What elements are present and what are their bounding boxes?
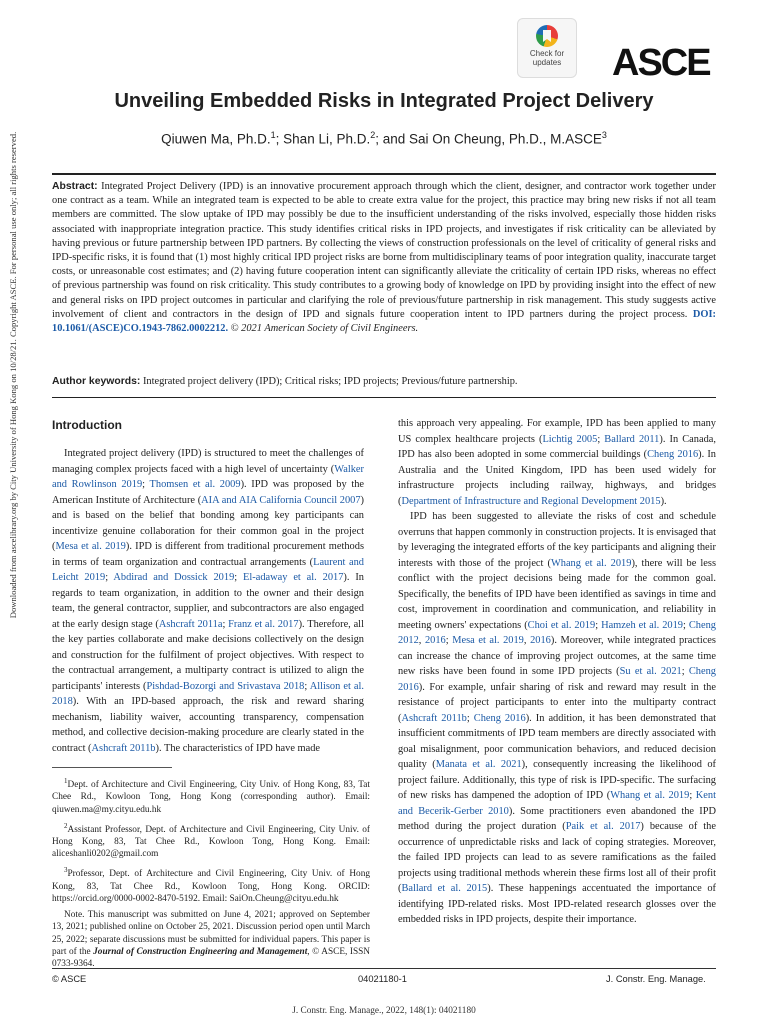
body-text: ). In Australia and the United Kingdom, IPD has been used widely for infrastructure projects including railway, highways, and bridges ( <box>398 449 716 507</box>
author-line <box>0 130 768 147</box>
body-text: IPD has been suggested to alleviate the risks of cost and schedule overruns that happen commonly in construction projects. It is envisaged that by leveraging the integrated efforts of the key participants and aligning their interests with those of the project ( <box>398 511 716 569</box>
left-column <box>52 446 364 756</box>
body-text: ). In Canada, IPD has also been adopted in some commercial buildings ( <box>398 433 716 460</box>
citation-link[interactable]: 2016 <box>424 635 446 646</box>
footer-page-id: 04021180-1 <box>358 974 407 984</box>
author-3: ; and Sai On Cheung, Ph.D., M.ASCE <box>375 131 602 147</box>
body-text: ; <box>445 635 453 646</box>
citation-link[interactable]: Ballard 2011 <box>604 433 660 445</box>
author-3-affil: 3 <box>601 130 607 140</box>
footer-left: © ASCE <box>52 974 87 984</box>
citation-link[interactable]: Ashcraft 2011b <box>91 742 156 754</box>
body-text: ; <box>466 712 474 724</box>
author-1: Qiuwen Ma, Ph.D. <box>161 131 271 147</box>
body-text: ). Therefore, all the key parties collaborate and make decisions collectively on the design and construction for the fulfilment of project objectives. With respect to the contractual arrangement, a multiparty contract is utilized to align the participants' interests ( <box>52 618 364 692</box>
intro-paragraph-1 <box>52 446 364 756</box>
journal-name: Journal of Construction Engineering and Management <box>93 946 308 957</box>
citation-link[interactable]: Ballard et al. 2015 <box>401 883 488 894</box>
body-text: Integrated project delivery (IPD) is structured to meet the challenges of managing complex projects faced with a high level of uncertainty ( <box>52 448 364 475</box>
citation-link[interactable]: El-adaway et al. 2017 <box>243 572 344 583</box>
footnote-1-mark: 1 <box>64 777 68 785</box>
body-text: ). Some practitioners even abandoned the IPD method during the project duration ( <box>398 805 716 832</box>
body-text: ; <box>304 680 310 692</box>
body-text: ; <box>689 790 696 801</box>
body-text: ; <box>105 572 114 583</box>
footnote-1-text: Dept. of Architecture and Civil Engineering, City Univ. of Hong Kong, 83, Tat Chee Rd., Kowloon Tong, Hong Kong (corresponding author). Email: qiuwen.ma@my.cityu.edu.hk <box>52 780 370 815</box>
body-text: ; <box>595 619 602 631</box>
citation-link[interactable]: Whang et al. 2019 <box>550 557 632 569</box>
body-text: ) because of the occurrence of unpredictable risks and lack of coping strategies. Moreover, the failed IPD projects can lead to as severe ramifications as the failed projects using traditional methods wherein these firms lost all of their profit ( <box>398 821 716 894</box>
doi-label: DOI: <box>692 308 716 320</box>
body-text: ). In addition, it has been demonstrated that insufficient commitments of IPD team members are directly associated with goal misalignment, poor communication behaviors, and reduced decision quality ( <box>398 712 716 770</box>
intro-paragraph-2 <box>398 509 716 928</box>
citation-link[interactable]: Lichtig 2005 <box>542 433 598 445</box>
citation-link[interactable]: Cheng 2016 <box>647 449 699 460</box>
check-updates-line2: updates <box>532 58 562 67</box>
citation-link[interactable]: Choi et al. 2019 <box>527 619 596 631</box>
download-notice-text: Downloaded from ascelibrary.org by City University of Hong Kong on 10/28/21. Copyright ASCE. For personal use only; all rights reserved. <box>8 131 18 619</box>
citation-link[interactable]: Cheng 2016 <box>473 712 526 724</box>
citation-link[interactable]: Pishdad-Bozorgi and Srivastava 2018 <box>146 680 305 692</box>
citation-link[interactable]: 2016 <box>530 635 551 646</box>
body-text: ; <box>597 433 605 445</box>
citation-link[interactable]: Su et al. 2021 <box>619 666 682 677</box>
abstract-text: Integrated Project Delivery (IPD) is an innovative procurement approach through which the client, designer, and contractor work together under one contract as a team. While an integrated team is expected to be able to create extra value for the project, this practice may bring new risks if not all team members are committed. The slow uptake of IPD may possibly be due to the insufficient understanding of the risks involved, especially those hidden risks associated with inappropriate integration practice. This study identifies critical risks in IPD projects, and investigates if risk criticality can be alleviated by having previous or future partnership between IPD partners. By collecting the views of construction professionals on the level of criticality of general risks and IPD-specific risks, it is found that (1) most highly critical IPD project risks are borne from multidisciplinary teams of poor integration quality, inaccurate target costs, or unreasonable cost estimates; and (2) having future cooperation intent can significantly alleviate the criticality of certain IPD risks, whereas no effect of previous partnership was found on risk criticality. This study contributes to a growing body of knowledge on IPD by providing insight into the effect of new and general risks on IPD project outcomes in particular and clarifying the role of previous/future partnership in risk management. This study suggests active involvement of client and contractors in the design of IPD and signals future cooperation intent to IPD partners during the project process. <box>52 181 716 320</box>
footnote-1 <box>52 775 370 816</box>
footnote-rule <box>52 767 172 768</box>
abstract-copyright: © 2021 American Society of Civil Engineers. <box>230 323 419 335</box>
body-text: ). Moreover, while integrated practices can increase the chance of improving project outcomes, at the same time new risks have been found in some IPD projects ( <box>398 635 716 677</box>
body-text: ; <box>682 619 689 631</box>
footer-rule <box>52 968 716 969</box>
keywords-text: Integrated project delivery (IPD); Critical risks; IPD projects; Previous/future partnership. <box>142 376 518 387</box>
body-text: ) and is based on the belief that bonding among key participants can incentivize genuine collaboration for their common goal in the project ( <box>52 494 365 552</box>
footnote-3-mark: 3 <box>64 866 68 875</box>
citation-link[interactable]: Franz et al. 2017 <box>228 618 299 630</box>
bookmark-icon <box>536 25 558 47</box>
body-text: this approach very appealing. For example, IPD has been applied to many US complex healthcare projects ( <box>398 418 716 445</box>
asce-logo-text: ASCE <box>612 42 710 84</box>
citation-link[interactable]: Hamzeh et al. 2019 <box>601 619 683 631</box>
check-for-updates-badge[interactable] <box>517 18 577 78</box>
citation-link[interactable]: Mesa et al. 2019 <box>55 541 126 552</box>
footnote-3 <box>52 864 370 905</box>
body-text: ). In regards to team organization, in addition to the owner and their design team, the general contractor, supplier, and subcontractors are also engaged at the early design stage ( <box>52 572 364 630</box>
footnote-3-text: Professor, Dept. of Architecture and Civil Engineering, City Univ. of Hong Kong, 83, Tat Chee Rd., Kowloon Tong, Hong Kong. ORCID: https://orcid.org/0000-0002-8470-5192. Email: SaiOn.Cheung@cityu.edu.hk <box>52 869 370 904</box>
submission-note <box>52 909 370 970</box>
citation-link[interactable]: Abdirad and Dossick 2019 <box>113 572 235 583</box>
citation-link[interactable]: Kent and Becerik-Gerber 2010 <box>398 790 716 817</box>
citation-link[interactable]: AIA and AIA California Council 2007 <box>201 494 361 506</box>
body-text: ; <box>234 572 244 583</box>
top-rule <box>52 173 716 175</box>
body-text: ). These happenings accentuated the importance of identifying IPD-related risks. Most IPD-related research glosses over the embedded risks in IPD projects, despite their importance. <box>398 883 716 925</box>
footnote-2-text: Assistant Professor, Dept. of Architecture and Civil Engineering, City Univ. of Hong Kong, 83, Tat Chee Rd., Kowloon Tong, Hong Kong. Email: aliceshanli0202@gmail.com <box>52 824 370 860</box>
body-text: ). <box>660 495 667 507</box>
author-2: ; Shan Li, Ph.D. <box>275 131 371 147</box>
note-text-b: , © ASCE, ISSN 0733-9364. <box>52 946 371 969</box>
footnote-2-mark: 2 <box>64 821 68 830</box>
body-text: ; <box>681 666 689 677</box>
body-text: ; <box>222 618 229 630</box>
note-text-a: Note. This manuscript was submitted on June 4, 2021; approved on September 13, 2021; published online on October 25, 2021. Discussion period open until March 25, 2022; separate discussions must be submitted for individual papers. This paper is part of the <box>52 910 370 957</box>
author-keywords <box>52 376 716 387</box>
intro-paragraph-1-continued <box>398 416 716 509</box>
abstract <box>52 180 716 336</box>
citation-link[interactable]: Cheng 2012 <box>398 619 716 646</box>
citation-link[interactable]: Cheng 2016 <box>398 666 716 693</box>
citation-link[interactable]: Laurent and Leicht 2019 <box>52 556 364 583</box>
citation-link[interactable]: Whang et al. 2019 <box>610 790 690 801</box>
check-updates-line1: Check for <box>529 49 565 58</box>
citation-link[interactable]: Paik et al. 2017 <box>565 821 641 832</box>
paper-title: Unveiling Embedded Risks in Integrated Project Delivery <box>114 90 654 112</box>
body-text: ). With an IPD-based approach, the risk and reward sharing mechanism, liability waiver, accounting transparency, compensation method, and collective decision-making procedure are clearly stated in the contract ( <box>52 696 364 754</box>
keywords-rule <box>52 397 716 398</box>
citation-link[interactable]: Mesa et al. 2019 <box>452 635 524 646</box>
doi-link[interactable]: 10.1061/(ASCE)CO.1943-7862.0002212. <box>52 323 229 335</box>
body-text: ). IPD is different from traditional procurement methods in terms of team organization and contractual arrangements ( <box>52 541 364 568</box>
citation-link[interactable]: Department of Infrastructure and Regional Development 2015 <box>401 495 661 507</box>
footer-journal: J. Constr. Eng. Manage. <box>606 974 706 984</box>
keywords-label: Author keywords: <box>52 376 141 387</box>
citation-link[interactable]: Thomsen et al. 2009 <box>149 479 241 490</box>
citation-link[interactable]: Ashcraft 2011b <box>401 712 467 724</box>
author-2-affil: 2 <box>370 130 376 140</box>
abstract-label: Abstract: <box>52 181 98 192</box>
body-text: ), there will be less conflict with the project decisions being made for the common goal. Specifically, the benefits of IPD have been identified as savings in time and cost, improvement in coordination and communication, and reliability in meeting owners' expectations ( <box>398 557 716 631</box>
citation-line: J. Constr. Eng. Manage., 2022, 148(1): 04021180 <box>292 1006 476 1016</box>
body-text: , <box>523 635 531 646</box>
author-1-affil: 1 <box>270 130 276 140</box>
body-text: ; <box>142 479 150 490</box>
body-text: ), consequently increasing the likelihood of project failure. Additionally, this type of risk is IPD-specific. The surfacing of new risks has dampened the adoption of IPD ( <box>398 759 716 801</box>
right-column <box>398 416 716 928</box>
citation-link[interactable]: Manata et al. 2021 <box>435 759 522 770</box>
body-text: ). For example, unfair sharing of risk and reward may result in the resistance of project participants to enter into the multiparty contract ( <box>398 681 716 724</box>
section-heading-introduction: Introduction <box>52 418 122 432</box>
citation-link[interactable]: Walker and Rowlinson 2019 <box>52 463 364 490</box>
footnote-2 <box>52 820 370 861</box>
body-text: , <box>418 635 425 646</box>
citation-link[interactable]: Ashcraft 2011a <box>158 618 223 630</box>
footnotes <box>52 775 370 974</box>
body-text: ). IPD was proposed by the American Institute of Architecture ( <box>52 479 365 506</box>
citation-link[interactable]: Allison et al. 2018 <box>52 680 364 707</box>
body-text: ). The characteristics of IPD have made <box>155 742 321 754</box>
asce-logo <box>612 42 710 85</box>
